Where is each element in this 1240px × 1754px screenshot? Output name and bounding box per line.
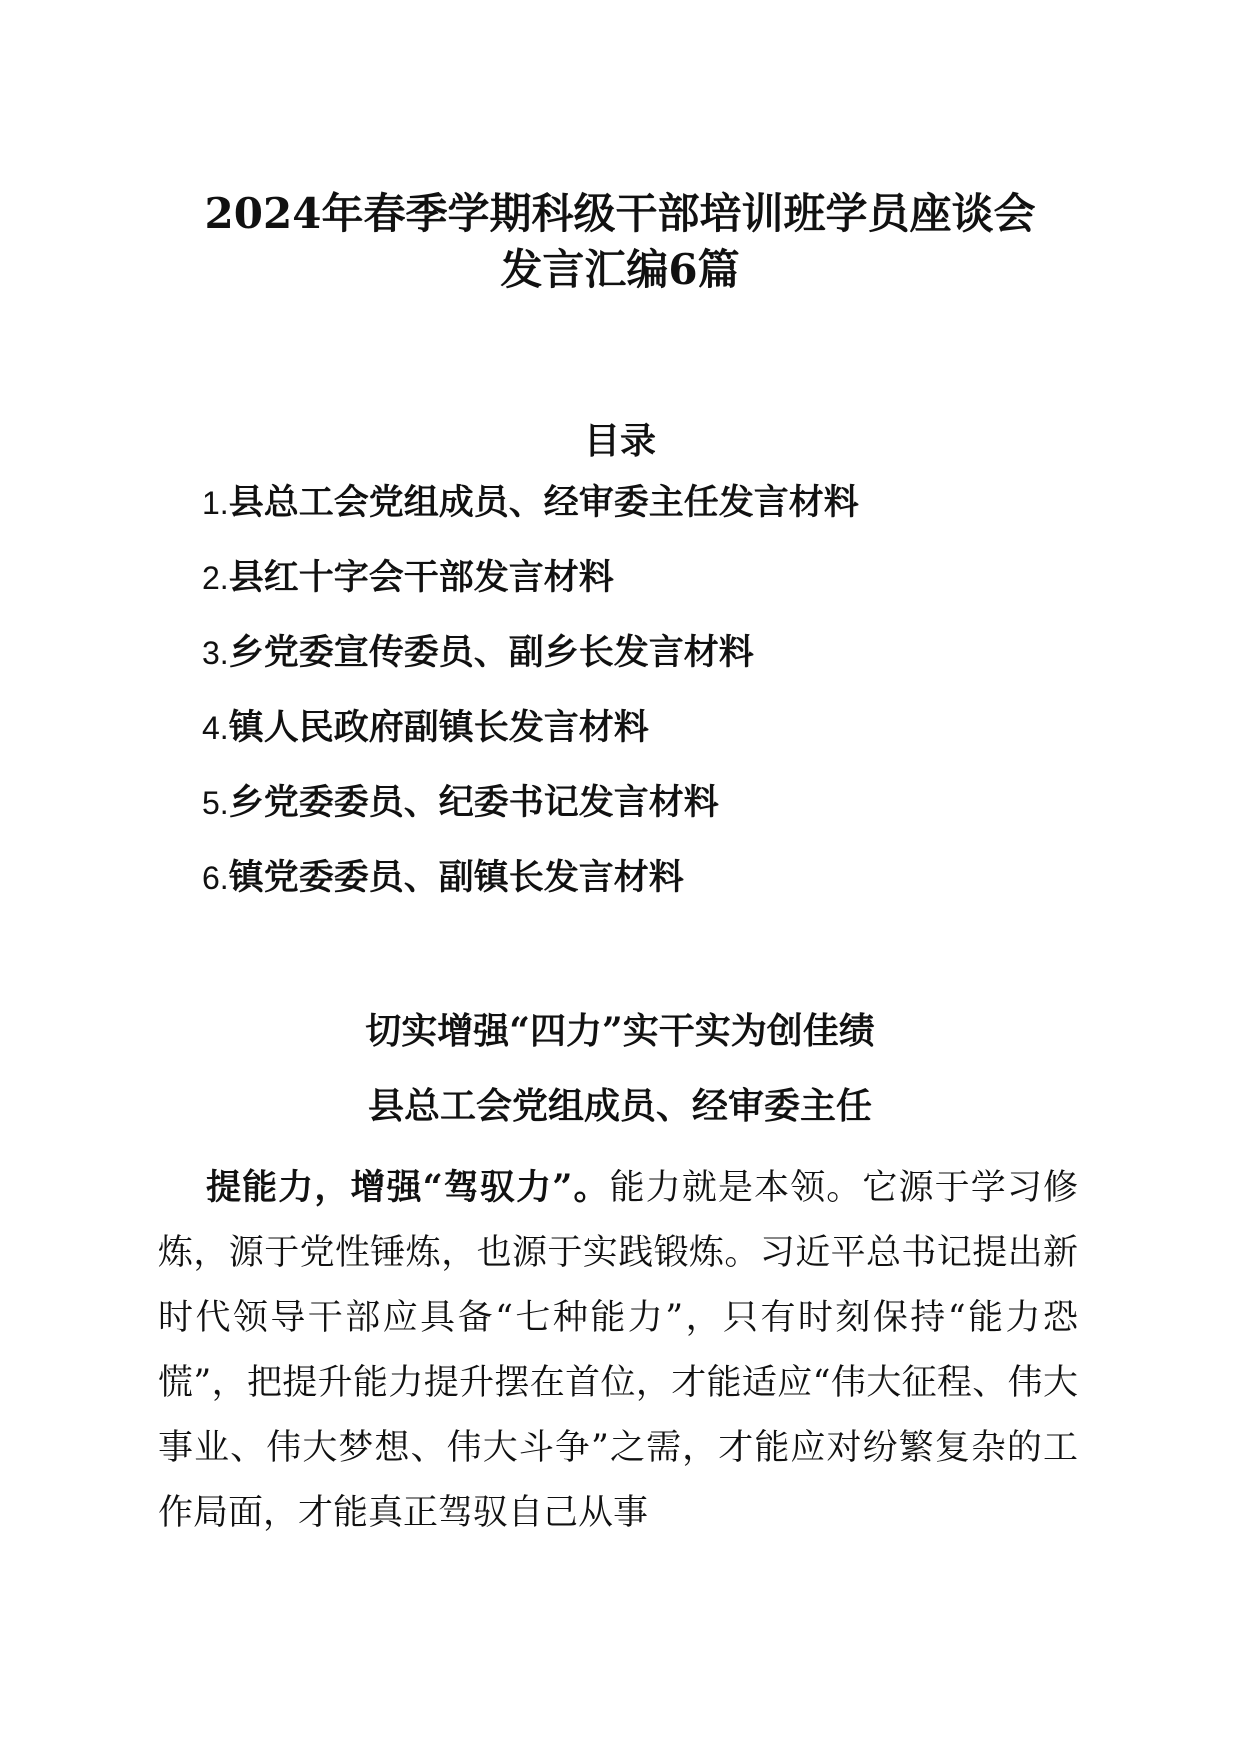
section-title: 切实增强“四力”实干实为创佳绩 [365, 1010, 875, 1052]
document-title-line-1: 2024年春季学期科级干部培训班学员座谈会 [204, 189, 1036, 238]
toc-item-text: 县总工会党组成员、经审委主任发言材料 [228, 482, 859, 523]
toc-item-text: 乡党委宣传委员、副乡长发言材料 [228, 632, 754, 673]
paragraph-body: 能力就是本领。它源于学习修炼，源于党性锤炼，也源于实践锻炼。习近平总书记提出新时代领导干部应具备“七种能力”，只有时刻保持“能力恐慌”，把提升能力提升摆在首位，才能适应“伟大征程、伟大事业、伟大梦想、伟大斗争”之需，才能应对纷繁复杂的工作局面，才能真正驾驭自己从事 [158, 1168, 1078, 1533]
toc-item-2 [202, 555, 1102, 630]
toc-item-text: 镇党委委员、副镇长发言材料 [228, 857, 684, 898]
table-of-contents [202, 480, 1102, 930]
toc-item-text: 乡党委委员、纪委书记发言材料 [228, 782, 719, 823]
toc-item-number: 2. [202, 560, 229, 596]
paragraph-lead: 提能力，增强“驾驭力”。 [206, 1167, 610, 1208]
toc-item-number: 4. [202, 710, 229, 746]
toc-item-number: 1. [202, 485, 229, 521]
toc-item-1 [202, 480, 1102, 555]
toc-heading: 目录 [583, 420, 656, 462]
toc-item-3 [202, 630, 1102, 705]
document-title-line-2: 发言汇编6篇 [500, 245, 740, 294]
toc-item-4 [202, 705, 1102, 780]
toc-item-5 [202, 780, 1102, 855]
body-paragraph [158, 1155, 1078, 1546]
toc-item-6 [202, 855, 1102, 930]
toc-item-text: 县红十字会干部发言材料 [228, 557, 614, 598]
toc-item-number: 5. [202, 785, 229, 821]
toc-item-text: 镇人民政府副镇长发言材料 [228, 707, 649, 748]
toc-item-number: 3. [202, 635, 229, 671]
section-subtitle: 县总工会党组成员、经审委主任 [367, 1085, 872, 1127]
toc-item-number: 6. [202, 860, 229, 896]
